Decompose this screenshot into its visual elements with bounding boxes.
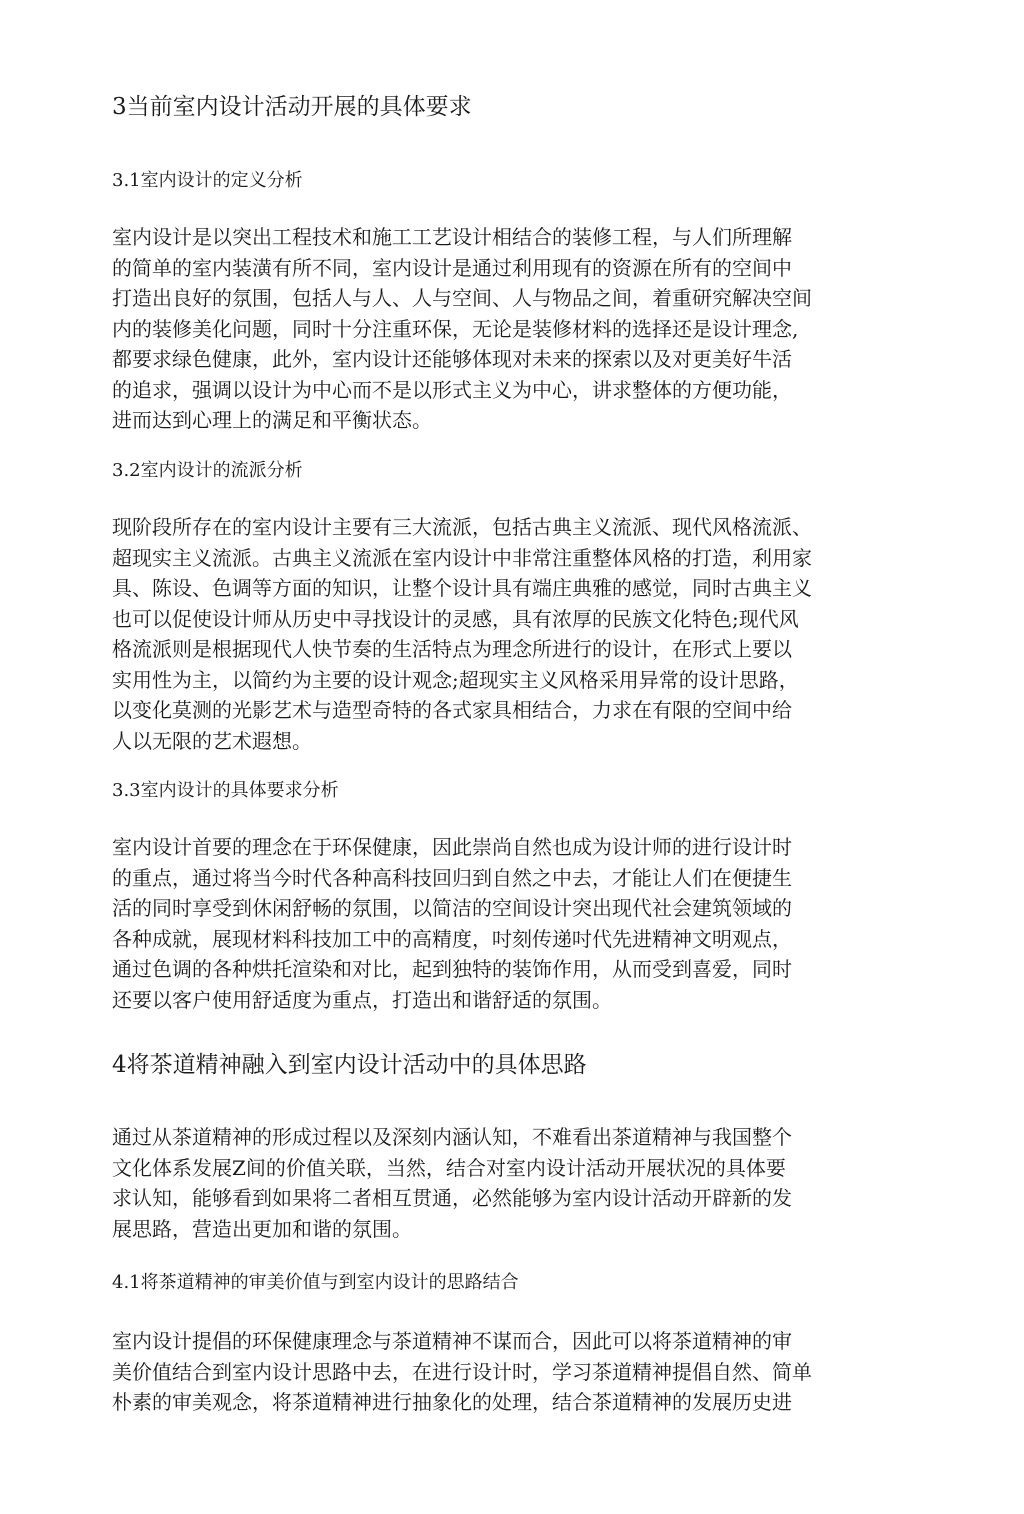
paragraph-line: 都要求绿色健康，此外，室内设计还能够体现对未来的探索以及对更美好牛活 bbox=[112, 347, 792, 371]
paragraph-line: 超现实主义流派。古典主义流派在室内设计中非常注重整体风格的打造，利用家 bbox=[112, 545, 812, 570]
paragraph-line: 通过色调的各种烘托渲染和对比，起到独特的装饰作用，从而受到喜爱，同时 bbox=[112, 957, 792, 981]
section-3-heading: 3当前室内设计活动开展的具体要求 bbox=[112, 94, 472, 120]
subsection-4-1-heading: 4.1将茶道精神的审美价值与到室内设计的思路结合 bbox=[112, 1272, 519, 1293]
section-4-heading: 4将茶道精神融入到室内设计活动中的具体思路 bbox=[112, 1052, 587, 1078]
paragraph-line: 室内设计首要的理念在于环保健康，因此崇尚自然也成为设计师的进行设计时 bbox=[112, 835, 792, 859]
paragraph-line: 求认知，能够看到如果将二者相互贯通，必然能够为室内设计活动开辟新的发 bbox=[112, 1186, 792, 1210]
paragraph-line: 朴素的审美观念，将茶道精神进行抽象化的处理，结合茶道精神的发展历史进 bbox=[112, 1390, 792, 1414]
paragraph-line: 美价值结合到室内设计思路中去，在进行设计时，学习茶道精神提倡自然、简单 bbox=[112, 1359, 812, 1384]
paragraph-line: 室内设计提倡的环保健康理念与茶道精神不谋而合，因此可以将茶道精神的审 bbox=[112, 1329, 792, 1353]
section-4-intro-paragraph bbox=[112, 1122, 892, 1244]
paragraph-line: 人以无限的艺术遐想。 bbox=[112, 728, 312, 753]
paragraph-line: 进而达到心理上的满足和平衡状态。 bbox=[112, 408, 432, 432]
paragraph-line: 打造出良好的氛围，包括人与人、人与空间、人与物品之间，着重研究解决空间 bbox=[112, 286, 812, 310]
paragraph-line: 的简单的室内装潢有所不同，室内设计是通过利用现有的资源在所有的空间中 bbox=[112, 255, 792, 280]
paragraph-line: 内的装修美化问题，同时十分注重环保，无论是装修材料的选择还是设计理念, bbox=[112, 316, 799, 341]
paragraph-line: 文化体系发展Z间的价值关联，当然，结合对室内设计活动开展状况的具体要 bbox=[112, 1155, 786, 1180]
paragraph-line: 实用性为主，以简约为主要的设计观念;超现实主义风格采用异常的设计思路， bbox=[112, 667, 799, 692]
paragraph-line: 也可以促使设计师从历史中寻找设计的灵感，具有浓厚的民族文化特色;现代风 bbox=[112, 606, 799, 631]
paragraph-line: 以变化莫测的光影艺术与造型奇特的各式家具相结合，力求在有限的空间中给 bbox=[112, 698, 792, 722]
paragraph-line: 的追求，强调以设计为中心而不是以形式主义为中心，讲求整体的方便功能， bbox=[112, 377, 792, 402]
paragraph-line: 通过从茶道精神的形成过程以及深刻内涵认知，不难看出茶道精神与我国整个 bbox=[112, 1125, 792, 1149]
subsection-4-1-paragraph bbox=[112, 1326, 892, 1418]
subsection-3-3-paragraph bbox=[112, 832, 892, 1015]
subsection-3-2-paragraph bbox=[112, 512, 892, 756]
paragraph-line: 活的同时享受到休闲舒畅的氛围，以简洁的空间设计突出现代社会建筑领域的 bbox=[112, 896, 792, 920]
paragraph-line: 室内设计是以突出工程技术和施工工艺设计相结合的装修工程，与人们所理解 bbox=[112, 225, 792, 249]
paragraph-line: 具、陈设、色调等方面的知识，让整个设计具有端庄典雅的感觉，同时古典主义 bbox=[112, 576, 812, 600]
subsection-3-1-heading: 3.1室内设计的定义分析 bbox=[112, 170, 303, 191]
paragraph-line: 展思路，营造出更加和谐的氛围。 bbox=[112, 1216, 412, 1241]
paragraph-line: 的重点，通过将当今时代各种高科技回归到自然之中去，才能让人们在便捷生 bbox=[112, 865, 792, 890]
subsection-3-1-paragraph bbox=[112, 222, 892, 436]
paragraph-line: 各种成就，展现材料科技加工中的高精度，吋刻传递吋代先进精神文明观点， bbox=[112, 926, 792, 951]
subsection-3-2-heading: 3.2室内设计的流派分析 bbox=[112, 460, 303, 481]
paragraph-line: 格流派则是根据现代人快节奏的生活特点为理念所进行的设计，在形式上要以 bbox=[112, 637, 792, 661]
paragraph-line: 现阶段所存在的室内设计主要有三大流派，包括古典主义流派、现代风格流派、 bbox=[112, 515, 812, 539]
subsection-3-3-heading: 3.3室内设计的具体要求分析 bbox=[112, 780, 339, 801]
paragraph-line: 还要以客户使用舒适度为重点，打造出和谐舒适的氛围。 bbox=[112, 987, 612, 1012]
